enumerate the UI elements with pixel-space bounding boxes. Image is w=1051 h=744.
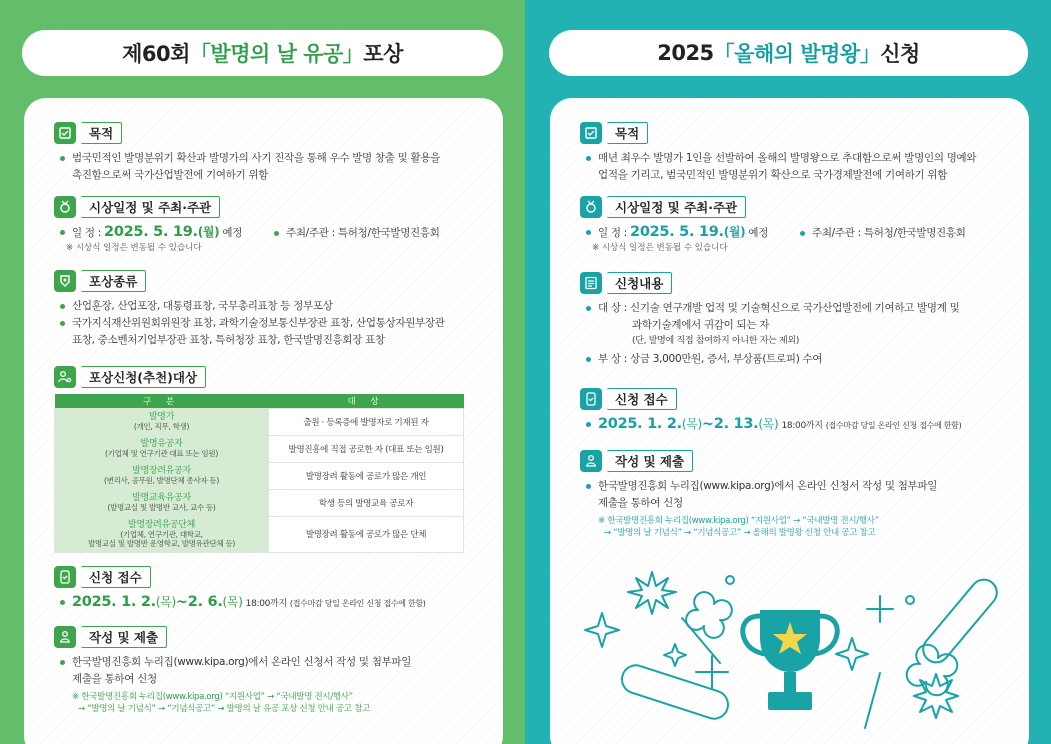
left-section-submit bbox=[54, 624, 493, 715]
right-submit-line1: 한국발명진흥회 누리집(www.kipa.org)에서 온라인 신청서 작성 및 첨부파일 bbox=[598, 480, 938, 492]
left-apply-title: 신청 접수 bbox=[81, 566, 151, 588]
right-apply-end-day: (목) bbox=[758, 417, 779, 431]
person-gear-icon bbox=[54, 366, 76, 388]
row-sub2: 발명교실 및 발명반 운영학교, 발명유관단체 등) bbox=[87, 539, 236, 548]
left-apply-end-day: (목) bbox=[222, 595, 243, 609]
right-title-prefix: 2025 bbox=[657, 41, 714, 65]
left-apply-period bbox=[60, 594, 493, 613]
sparkle-icon bbox=[585, 613, 619, 647]
right-purpose-line1: 매년 최우수 발명가 1인을 선발하여 올해의 발명왕으로 추대함으로써 발명인의 명예와 bbox=[598, 152, 977, 164]
right-target-line1: 대 상 : 신기술 연구개발 업적 및 기술혁신으로 국가산업발전에 기여하고 발명계 및 bbox=[598, 302, 960, 314]
row-name: 발명유공자 bbox=[140, 439, 183, 449]
left-submit-note1: ※ 한국발명진흥회 누리집(www.kipa.org) “지원사업” → “국내발명 전시/행사” bbox=[72, 692, 353, 702]
right-purpose-title: 목적 bbox=[607, 122, 648, 144]
left-section-targets bbox=[54, 364, 493, 553]
left-section-purpose bbox=[54, 120, 493, 184]
left-purpose-line2: 촉진함으로써 국가산업발전에 기여하기 위함 bbox=[72, 169, 269, 181]
starburst-icon bbox=[628, 572, 676, 614]
medal-icon bbox=[580, 196, 602, 218]
right-date-label: 일 정 : bbox=[598, 227, 627, 239]
left-host: 주최/주관 : 특허청/한국발명진흥회 bbox=[274, 225, 440, 242]
phone-check-icon bbox=[54, 566, 76, 588]
person-board-icon bbox=[54, 626, 76, 648]
left-award-item2-line2: 표창, 중소벤처기업부장관 표창, 특허청장 표창, 한국발명진흥회장 표창 bbox=[72, 334, 385, 346]
right-title-suffix: 신청 bbox=[880, 42, 920, 66]
row-name: 발명장려유공자 bbox=[132, 466, 191, 476]
right-date-suffix: 예정 bbox=[748, 227, 769, 239]
targets-col-target: 대 상 bbox=[269, 394, 464, 408]
pill-icon bbox=[918, 574, 1000, 667]
right-content-prize: 부 상 : 상금 3,000만원, 증서, 부상품(트로피) 수여 bbox=[586, 351, 1019, 368]
table-row bbox=[55, 435, 464, 462]
left-submit-line2: 제출을 통하여 신청 bbox=[72, 673, 157, 685]
sparkle-icon bbox=[836, 638, 868, 670]
left-apply-start: 2025. 1. 2. bbox=[72, 594, 156, 610]
right-date-day: (월) bbox=[723, 225, 746, 239]
left-purpose-title: 목적 bbox=[81, 122, 122, 144]
right-section-content bbox=[580, 270, 1019, 368]
left-purpose-line1: 범국민적인 발명분위기 확산과 발명가의 사기 진작을 통해 우수 발명 창출 및 활용을 bbox=[72, 152, 441, 164]
right-host: 주최/주관 : 특허청/한국발명진흥회 bbox=[800, 225, 966, 242]
right-apply-start: 2025. 1. 2. bbox=[598, 416, 682, 432]
right-purpose-text bbox=[586, 150, 1019, 184]
row-name: 발명가 bbox=[148, 412, 175, 422]
line-decor bbox=[865, 673, 880, 728]
sparkle-icon bbox=[664, 644, 686, 666]
row-sub: (기업체, 연구기관, 대학교, bbox=[120, 530, 203, 539]
right-submit-title: 작성 및 제출 bbox=[607, 450, 693, 472]
trophy-illustration bbox=[580, 568, 1000, 744]
left-card bbox=[24, 98, 503, 744]
row-sub: (발명교실 및 발명반 교사, 교수 등) bbox=[107, 503, 216, 512]
table-row bbox=[55, 516, 464, 552]
person-board-icon bbox=[580, 450, 602, 472]
row-desc: 발명장려 활동에 공로가 많은 개인 bbox=[269, 462, 464, 489]
left-date-suffix: 예정 bbox=[222, 227, 243, 239]
document-icon bbox=[580, 122, 602, 144]
row-desc: 발명장려 활동에 공로가 많은 단체 bbox=[269, 516, 464, 552]
left-schedule-date bbox=[60, 224, 274, 242]
pill-icon bbox=[618, 662, 731, 723]
row-sub: (변리사, 공무원, 발명단체 종사자 등) bbox=[104, 476, 219, 485]
circle-icon bbox=[906, 596, 914, 604]
right-date-main: 2025. 5. 19. bbox=[630, 224, 724, 240]
right-content-title: 신청내용 bbox=[607, 272, 672, 294]
left-award-types-title: 포상종류 bbox=[81, 270, 146, 292]
left-apply-note: (접수마감 당일 온라인 신청 접수에 한함) bbox=[289, 599, 426, 608]
left-title-prefix: 제60회 bbox=[122, 42, 190, 66]
row-sub: (개인, 직무, 학생) bbox=[133, 422, 190, 431]
right-title bbox=[549, 30, 1028, 76]
right-section-schedule bbox=[580, 194, 1019, 254]
circle-icon bbox=[726, 576, 734, 584]
right-target-note: (단, 발명에 직접 참여하지 아니한 자는 제외) bbox=[632, 336, 800, 346]
left-schedule-note: ※ 시상식 일정은 변동될 수 있습니다 bbox=[66, 243, 202, 253]
left-section-apply bbox=[54, 564, 493, 613]
left-submit-line1: 한국발명진흥회 누리집(www.kipa.org)에서 온라인 신청서 작성 및 첨부파일 bbox=[72, 656, 412, 668]
document-icon bbox=[54, 122, 76, 144]
left-section-schedule bbox=[54, 194, 493, 254]
left-targets-title: 포상신청(추천)대상 bbox=[81, 366, 206, 388]
left-apply-start-day: (목) bbox=[155, 595, 176, 609]
left-submit-title: 작성 및 제출 bbox=[81, 626, 167, 648]
left-purpose-text bbox=[60, 150, 493, 184]
left-date-main: 2025. 5. 19. bbox=[104, 224, 198, 240]
right-submit-line2: 제출을 통하여 신청 bbox=[598, 497, 683, 509]
right-apply-sep: ~ bbox=[701, 416, 714, 432]
left-section-award-types bbox=[54, 268, 493, 349]
table-row bbox=[55, 489, 464, 516]
right-apply-period bbox=[586, 416, 1019, 435]
right-section-apply bbox=[580, 386, 1019, 435]
left-submit-note2: → “발명의 날 기념식” → “기념식공고” → 발명의 날 유공 포상 신청 안내 공고 참고 bbox=[78, 704, 371, 714]
left-date-day: (월) bbox=[197, 225, 220, 239]
row-name: 발명교육유공자 bbox=[132, 493, 191, 503]
row-desc: 학생 등의 발명교육 공로자 bbox=[269, 489, 464, 516]
right-card bbox=[550, 98, 1029, 744]
row-desc: 출원 · 등록증에 발명자로 기재된 자 bbox=[269, 408, 464, 435]
cross-sparkle-icon bbox=[867, 596, 893, 622]
medal-icon bbox=[54, 196, 76, 218]
row-name: 발명장려유공단체 bbox=[127, 520, 196, 530]
left-apply-sep: ~ bbox=[175, 594, 188, 610]
right-section-submit bbox=[580, 448, 1019, 539]
right-title-highlight: 「올해의 발명왕」 bbox=[713, 42, 881, 66]
right-purpose-line2: 업적을 기리고, 범국민적인 발명분위기 확산으로 국가경제발전에 기여하기 위함 bbox=[598, 169, 948, 181]
right-target-line2: 과학기술계에서 귀감이 되는 자 bbox=[632, 319, 770, 331]
row-sub: (기업체 및 연구기관 대표 또는 임원) bbox=[105, 449, 218, 458]
right-apply-title: 신청 접수 bbox=[607, 388, 677, 410]
targets-col-category: 구 분 bbox=[55, 394, 269, 408]
right-apply-note: (접수마감 당일 온라인 신청 접수에 한함) bbox=[825, 421, 962, 430]
right-submit-text bbox=[586, 478, 1019, 512]
left-title-suffix: 포상 bbox=[363, 42, 403, 66]
right-content-target bbox=[586, 300, 1019, 334]
targets-table bbox=[54, 394, 464, 553]
phone-check-icon bbox=[580, 388, 602, 410]
left-award-item2-line1: 국가지식재산위원회위원장 표창, 과학기술정보통신부장관 표창, 산업통상자원부장관 bbox=[72, 317, 445, 329]
row-desc: 발명진흥에 직접 공로한 자 (대표 또는 임원) bbox=[269, 435, 464, 462]
right-schedule-title: 시상일정 및 주최·주관 bbox=[607, 196, 746, 218]
right-apply-start-day: (목) bbox=[681, 417, 702, 431]
table-row bbox=[55, 408, 464, 435]
right-panel bbox=[525, 0, 1051, 744]
left-submit-text bbox=[60, 654, 493, 688]
trophy-icon bbox=[743, 610, 837, 710]
right-section-purpose bbox=[580, 120, 1019, 184]
left-schedule-title: 시상일정 및 주최·주관 bbox=[81, 196, 220, 218]
right-apply-end: 2. 13. bbox=[713, 416, 759, 432]
right-apply-time: 18:00까지 bbox=[781, 421, 823, 431]
right-schedule-date bbox=[586, 224, 800, 242]
right-submit-note1: ※ 한국발명진흥회 누리집(www.kipa.org) “지원사업” → “국내발명 전시/행사” bbox=[598, 516, 879, 526]
award-ribbon-icon bbox=[54, 270, 76, 292]
left-panel bbox=[0, 0, 525, 744]
left-apply-time: 18:00까지 bbox=[245, 599, 287, 609]
table-row bbox=[55, 462, 464, 489]
left-award-item1: 산업훈장, 산업포장, 대통령표창, 국무총리표창 등 정부포상 bbox=[60, 298, 493, 315]
left-apply-end: 2. 6. bbox=[187, 594, 223, 610]
right-submit-note2: → “발명의 날 기념식” → “기념식공고” → 올해의 발명왕 신청 안내 공고 참고 bbox=[604, 528, 876, 538]
left-title-highlight: 「발명의 날 유공」 bbox=[189, 42, 364, 66]
left-date-label: 일 정 : bbox=[72, 227, 101, 239]
document-list-icon bbox=[580, 272, 602, 294]
left-title bbox=[22, 30, 503, 76]
left-award-item2 bbox=[60, 315, 493, 349]
cross-sparkle-icon bbox=[696, 656, 728, 688]
right-schedule-note: ※ 시상식 일정은 변동될 수 있습니다 bbox=[592, 243, 728, 253]
